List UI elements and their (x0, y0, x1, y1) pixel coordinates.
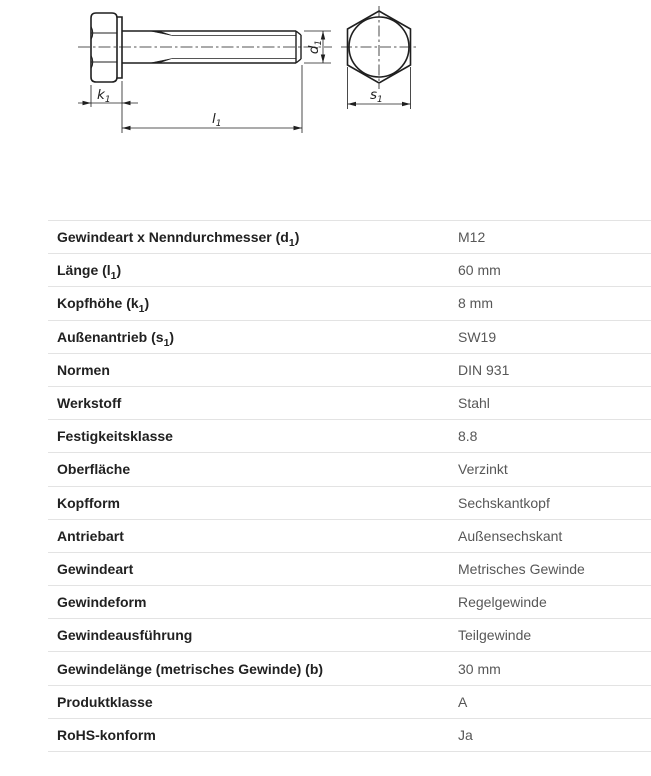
spec-value: Metrisches Gewinde (458, 560, 585, 577)
table-row (48, 519, 651, 552)
table-row (48, 585, 651, 618)
spec-value: Regelgewinde (458, 594, 547, 611)
table-row (48, 651, 651, 684)
spec-value: 30 mm (458, 660, 501, 677)
spec-value: Stahl (458, 395, 490, 412)
spec-label: Außenantrieb $(s_1)$ (57, 328, 175, 349)
spec-label: Festigkeitsklasse (57, 428, 173, 445)
spec-value: SW19 (458, 328, 497, 345)
spec-label: Gewindelänge (metrisches Gewinde) (b) (57, 660, 324, 677)
table-row (48, 618, 651, 651)
spec-label: Werkstoff (57, 395, 122, 412)
spec-value: Verzinkt (458, 461, 508, 478)
bolt-end-view (341, 6, 417, 89)
spec-value: 8 mm (458, 295, 493, 312)
dimension-d1-label: $d_1$ (306, 39, 324, 55)
spec-table (48, 220, 651, 752)
spec-label: RoHS-konform (57, 726, 156, 743)
spec-label: Normen (57, 361, 110, 378)
dimension-l1-label: $l_1$ (212, 111, 222, 129)
table-row (48, 353, 651, 386)
spec-value: Ja (458, 726, 473, 743)
table-row (48, 486, 651, 519)
table-row (48, 220, 651, 253)
table-row (48, 452, 651, 485)
spec-value: M12 (458, 229, 486, 246)
dimension-k1-label: $k_1$ (97, 87, 111, 105)
spec-label: Gewindeausführung (57, 627, 193, 644)
spec-label: Kopfhöhe $(k_1)$ (57, 295, 150, 316)
table-row (48, 419, 651, 452)
table-row (48, 552, 651, 585)
spec-value: A (458, 693, 468, 710)
bolt-technical-drawing (0, 0, 440, 150)
bolt-drawing-svg (0, 0, 440, 150)
spec-value: 60 mm (458, 262, 501, 279)
hex-head-outline (91, 13, 117, 82)
table-row (48, 685, 651, 718)
table-row (48, 320, 651, 353)
spec-label: Antriebart (57, 527, 124, 544)
spec-value: Außensechskant (458, 527, 563, 544)
spec-label: Gewindeart (57, 560, 134, 577)
table-row (48, 286, 651, 319)
spec-value: 8.8 (458, 428, 478, 445)
table-row (48, 718, 651, 751)
spec-label: Oberfläche (57, 461, 131, 478)
spec-label: Produktklasse (57, 693, 153, 710)
dimension-s1-label: $s_1$ (370, 87, 383, 105)
spec-value: DIN 931 (458, 361, 510, 378)
spec-label: Länge $(l_1)$ (57, 262, 122, 283)
bolt-side-view (78, 13, 332, 82)
spec-value: Sechskantkopf (458, 494, 550, 511)
hex-head-face-lines (91, 33, 117, 62)
spec-value: Teilgewinde (458, 627, 532, 644)
table-row (48, 253, 651, 286)
spec-label: Kopfform (57, 494, 120, 511)
table-row (48, 386, 651, 419)
spec-label: Gewindeart x Nenndurchmesser $(d_1)$ (57, 229, 300, 249)
spec-label: Gewindeform (57, 594, 147, 611)
